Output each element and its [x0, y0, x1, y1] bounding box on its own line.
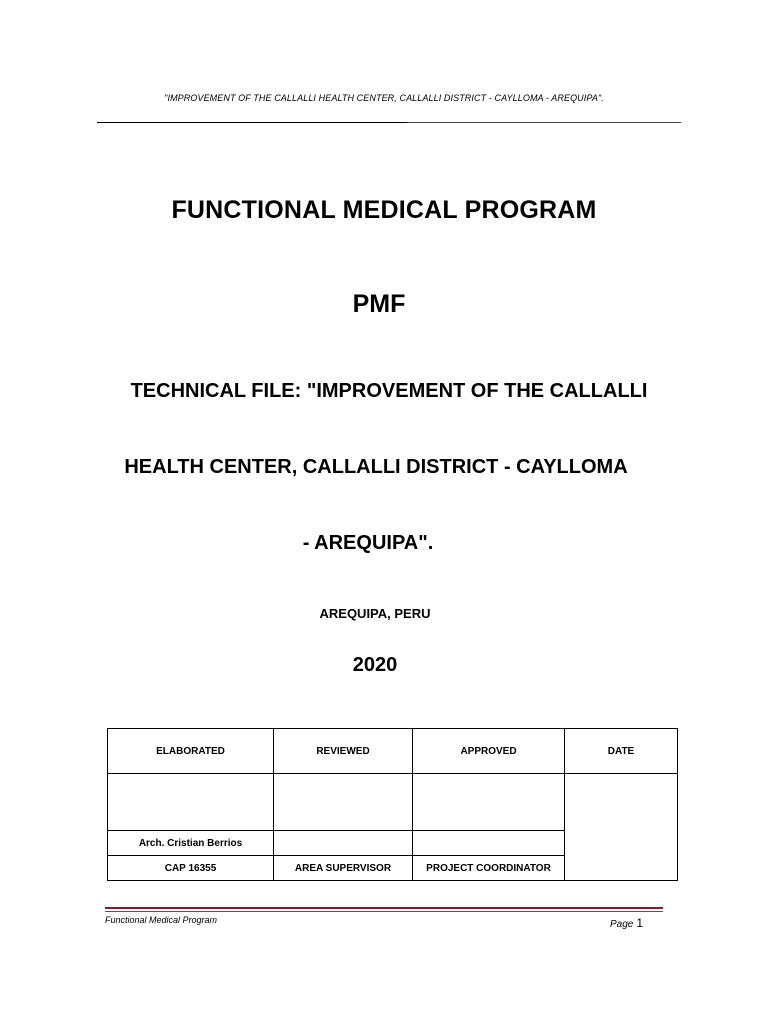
role-reviewed: AREA SUPERVISOR [274, 856, 413, 881]
technical-file-line-3: - AREQUIPA". [302, 532, 434, 554]
signature-approved [413, 774, 565, 831]
header-approved: APPROVED [413, 729, 565, 774]
page-indicator [610, 916, 643, 930]
header-divider-accent [97, 122, 407, 123]
signature-elaborated [108, 774, 274, 831]
signature-row [108, 774, 678, 831]
header-divider [97, 122, 681, 123]
header-date: DATE [565, 729, 678, 774]
footer-divider-thick [105, 907, 663, 909]
approval-table [107, 728, 678, 881]
document-acronym: PMF [352, 290, 406, 318]
date-cell [565, 774, 678, 881]
footer-document-name: Functional Medical Program [105, 915, 218, 925]
place: AREQUIPA, PERU [319, 606, 431, 621]
role-elaborated: CAP 16355 [108, 856, 274, 881]
name-elaborated: Arch. Cristian Berrios [108, 831, 274, 856]
technical-file-line-1: TECHNICAL FILE: "IMPROVEMENT OF THE CALLALLI [130, 380, 648, 402]
header-reviewed: REVIEWED [274, 729, 413, 774]
document-title: FUNCTIONAL MEDICAL PROGRAM [171, 196, 597, 224]
name-reviewed [274, 831, 413, 856]
running-header: "IMPROVEMENT OF THE CALLALLI HEALTH CENTER, CALLALLI DISTRICT - CAYLLOMA - AREQUIPA". [164, 93, 604, 103]
page-label: Page [610, 919, 634, 930]
footer-divider-thin [105, 911, 663, 912]
page-number: 1 [636, 916, 644, 930]
table-header-row [108, 729, 678, 774]
signature-reviewed [274, 774, 413, 831]
year: 2020 [352, 654, 398, 676]
name-approved [413, 831, 565, 856]
role-approved: PROJECT COORDINATOR [413, 856, 565, 881]
technical-file-line-2: HEALTH CENTER, CALLALLI DISTRICT - CAYLLOMA [124, 456, 628, 478]
header-elaborated: ELABORATED [108, 729, 274, 774]
